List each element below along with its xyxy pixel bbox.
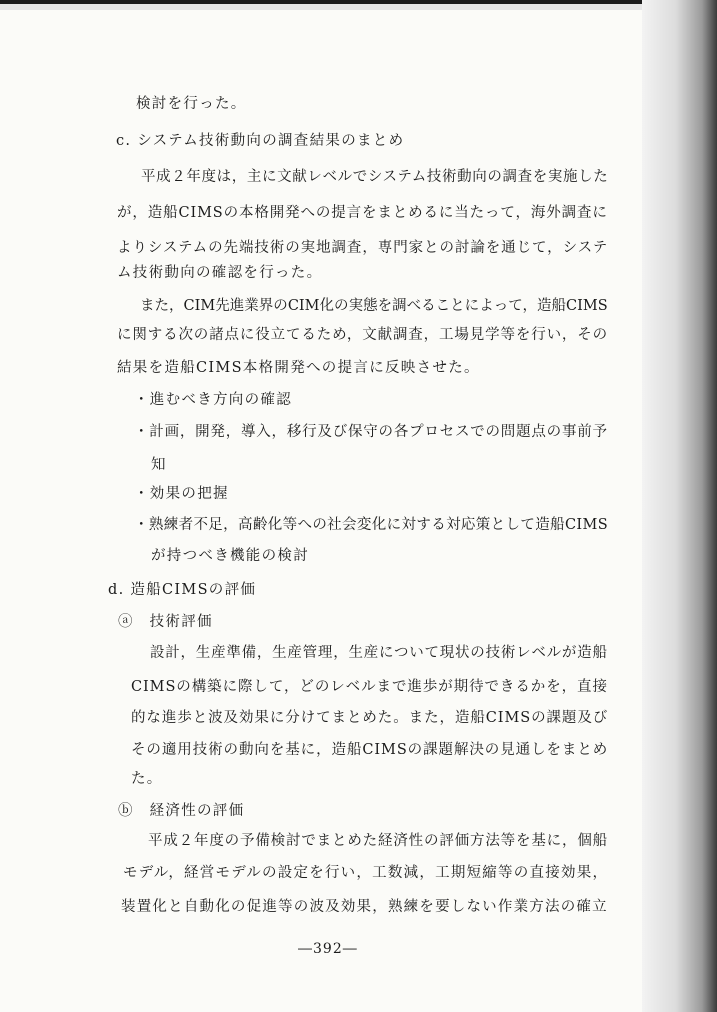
text-line: が，造船CIMSの本格開発への提言をまとめるに当たって，海外調査に xyxy=(117,205,608,221)
text-line: 平成２年度の予備検討でまとめた経済性の評価方法等を基に，個船 xyxy=(148,833,608,849)
text-line: 設計，生産準備，生産管理，生産について現状の技術レベルが造船 xyxy=(150,645,608,661)
text-line: 知 xyxy=(151,457,167,473)
bullet-item: ・熟練者不足，高齢化等への社会変化に対する対応策として造船CIMS xyxy=(134,517,608,533)
page-number: ―392― xyxy=(298,941,358,957)
text-line: ム技術動向の確認を行った。 xyxy=(117,265,323,281)
section-heading-d: d. 造船CIMSの評価 xyxy=(108,582,257,598)
text-line: 的な進歩と波及効果に分けてまとめた。また，造船CIMSの課題及び xyxy=(131,710,609,726)
text-line: 平成２年度は，主に文献レベルでシステム技術動向の調査を実施した xyxy=(141,169,609,185)
text-line: 結果を造船CIMS本格開発への提言に反映させた。 xyxy=(117,360,480,376)
section-heading-c: c. システム技術動向の調査結果のまとめ xyxy=(116,133,405,149)
bullet-item: ・進むべき方向の確認 xyxy=(134,392,292,408)
text-line: その適用技術の動向を基に，造船CIMSの課題解決の見通しをまとめ xyxy=(131,742,609,758)
text-line: 装置化と自動化の促進等の波及効果，熟練を要しない作業方法の確立 xyxy=(121,899,608,915)
text-line: よりシステムの先端技術の実地調査，専門家との討論を通じて，システ xyxy=(117,240,609,256)
text-line: モデル，経営モデルの設定を行い，工数減，工期短縮等の直接効果， xyxy=(123,865,609,881)
subsection-heading-b: ⓑ 経済性の評価 xyxy=(118,803,245,819)
text-line: に関する次の諸点に役立てるため，文献調査，工場見学等を行い，その xyxy=(117,327,609,343)
text-line: CIMSの構築に際して，どのレベルまで進歩が期待できるかを，直接 xyxy=(131,679,608,695)
page-top-edge xyxy=(0,0,717,10)
subsection-heading-a: ⓐ 技術評価 xyxy=(118,614,213,630)
text-line: が持つべき機能の検討 xyxy=(151,548,309,564)
text-line: た。 xyxy=(131,771,163,787)
bullet-item: ・効果の把握 xyxy=(134,486,229,502)
book-binding-shadow xyxy=(642,0,717,1012)
text-line: また，CIM先進業界のCIM化の実態を調べることによって，造船CIMS xyxy=(140,298,608,314)
bullet-item: ・計画，開発，導入，移行及び保守の各プロセスでの問題点の事前予 xyxy=(134,424,608,440)
text-line: 検討を行った。 xyxy=(136,96,247,112)
